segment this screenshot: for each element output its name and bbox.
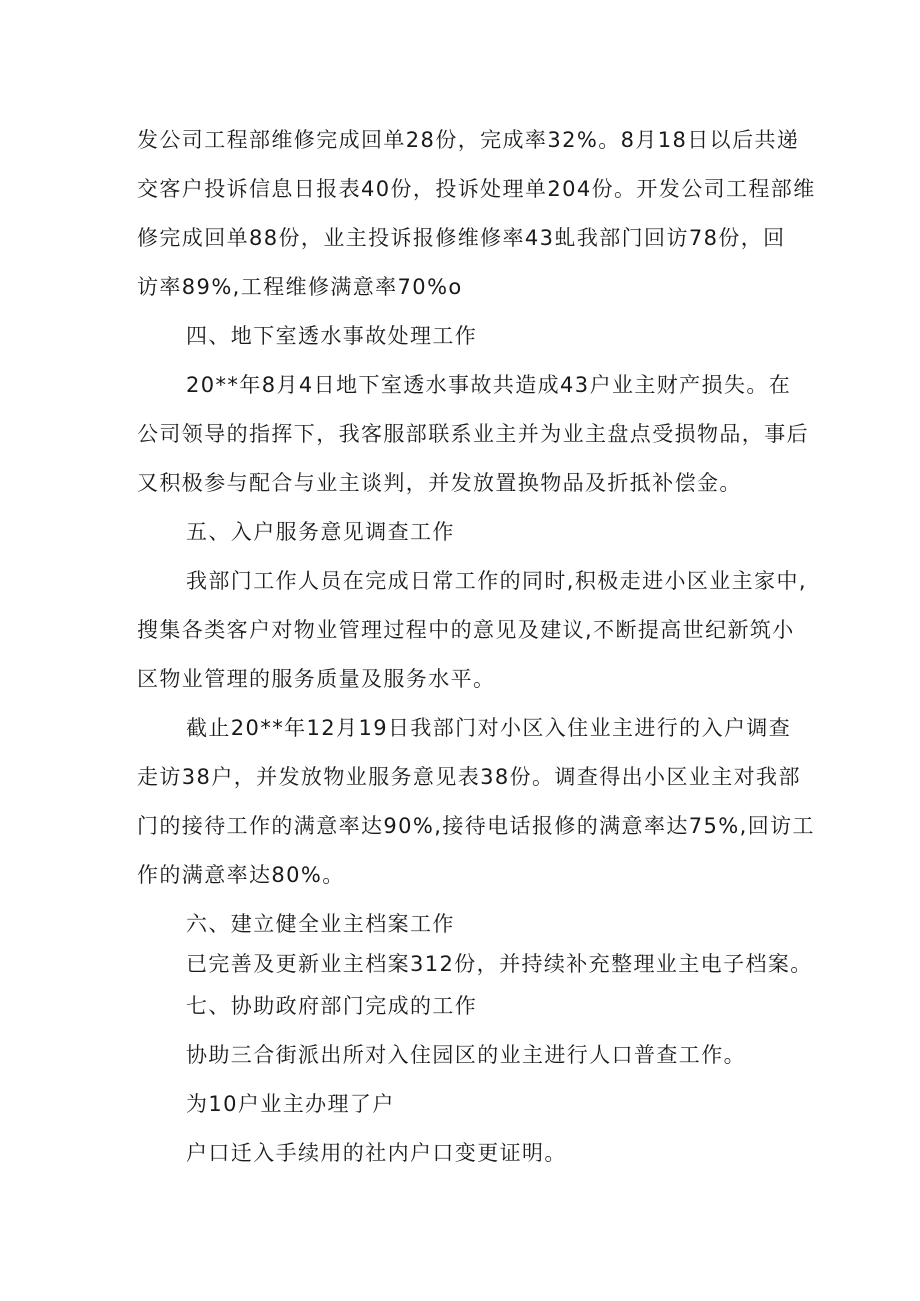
paragraph-line: 又积极参与配合与业主谈判，并发放置换物品及折抵补偿金。 <box>137 471 742 495</box>
paragraph-line: 发公司工程部维修完成回单28份，完成率32%。8月18日以后共递 <box>137 128 800 152</box>
paragraph-line: 区物业管理的服务质量及服务水平。 <box>137 667 496 691</box>
paragraph-line: 协助三合街派出所对入住园区的业主进行人口普查工作。 <box>186 1043 746 1067</box>
paragraph-line: 交客户投诉信息日报表40份，投诉处理单204份。开发公司工程部维 <box>137 177 816 201</box>
section-heading-6: 六、建立健全业主档案工作 <box>186 912 455 936</box>
paragraph-line: 修完成回单88份，业主投诉报修维修率43虬我部门回访78份，回 <box>137 226 786 250</box>
paragraph-line: 已完善及更新业主档案312份，并持续补充整理业主电子档案。 <box>186 952 813 976</box>
paragraph-line: 走访38户，并发放物业服务意见表38份。调查得出小区业主对我部 <box>137 765 801 789</box>
paragraph-line: 户口迁入手续用的社内户口变更证明。 <box>186 1141 567 1165</box>
section-heading-5: 五、入户服务意见调查工作 <box>186 520 455 544</box>
paragraph-line: 访率89%,工程维修满意率70%o <box>137 275 463 299</box>
paragraph-line: 门的接待工作的满意率达90%,接待电话报修的满意率达75%,回访工 <box>137 814 815 838</box>
paragraph-line: 20**年8月4日地下室透水事故共造成43户业主财产损失。在 <box>186 373 792 397</box>
section-heading-7: 七、协助政府部门完成的工作 <box>186 994 478 1018</box>
paragraph-line: 为10户业主办理了户 <box>186 1092 395 1116</box>
paragraph-line: 截止20**年12月19日我部门对小区入住业主进行的入户调查 <box>186 716 792 740</box>
paragraph-line: 作的满意率达80%。 <box>137 863 345 887</box>
paragraph-line: 公司领导的指挥下，我客服部联系业主并为业主盘点受损物品，事后 <box>137 422 809 446</box>
paragraph-line: 搜集各类客户对物业管理过程中的意见及建议,不断提高世纪新筑小 <box>137 618 795 642</box>
paragraph-line: 我部门工作人员在完成日常工作的同时,积极走进小区业主家中, <box>186 569 807 593</box>
section-heading-4: 四、地下室透水事故处理工作 <box>186 324 478 348</box>
